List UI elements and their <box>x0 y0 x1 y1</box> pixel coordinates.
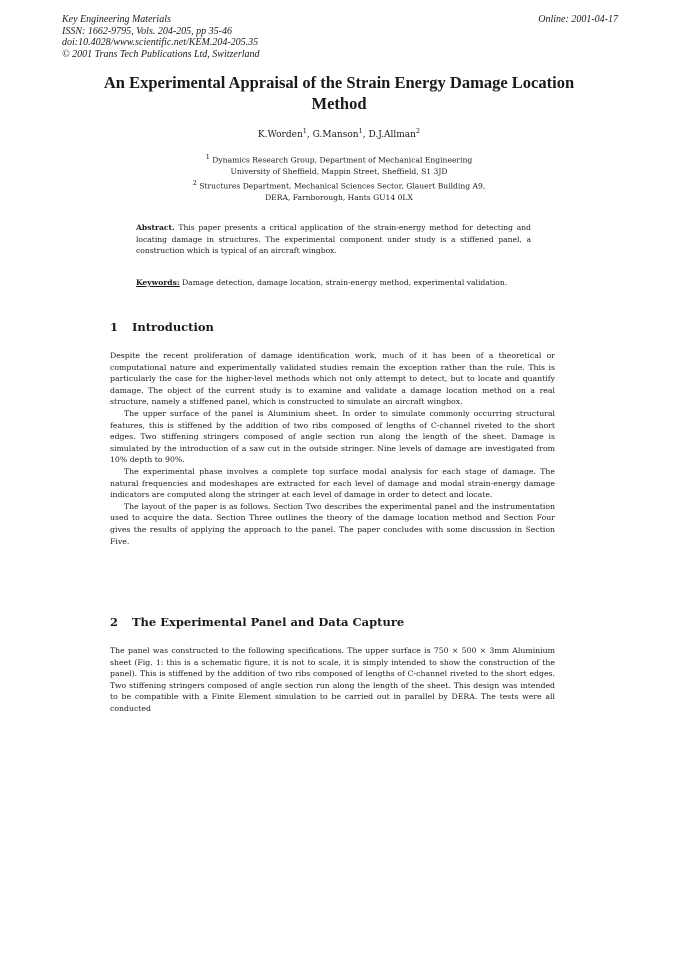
section-heading-experimental-panel <box>110 615 404 629</box>
paragraph: The panel was constructed to the following specifications. The upper surface is 750 × 500 × 3mm Aluminium sheet (Fig. 1: this is a schematic figure, it is not to scale, it is simply intended to show the construction of the panel). This is stiffened by the addition of two ribs composed of lengths of C-channel riveted to the short edges. Two stiffening stringers composed of angle section run along the length of the sheet. This design was intended to be compatible with a Finite Element simulation to be carried out in parallel by DERA. The tests were all conducted <box>110 646 555 713</box>
journal-header <box>62 14 618 60</box>
section-body-introduction <box>110 350 555 547</box>
author-list: K.Worden$^1$, G.Manson$^1$, D.J.Allman$^2$ <box>257 127 421 140</box>
author-name: D.J.Allman <box>368 130 416 140</box>
paragraph: The upper surface of the panel is Aluminium sheet. In order to simulate commonly occurring structural features, this is stiffened by the addition of two ribs composed of lengths of C-channel riveted to the short edges. Two stiffening stringers composed of angle section run along the length of the sheet. Damage is simulated by the introduction of a saw cut in the outside stringer. Nine levels of damage are investigated from 10% depth to 90%. <box>110 408 555 465</box>
author-affiliation-mark: 2 <box>415 127 421 135</box>
keywords-label: Keywords: <box>136 278 180 287</box>
affiliation-mark: 2 <box>192 178 197 187</box>
author-affiliation-mark: 1 <box>358 127 363 135</box>
abstract-label: Abstract. <box>136 223 175 232</box>
paragraph: Despite the recent proliferation of damage identification work, much of it has been of a theoretical or computational nature and experimentally validated studies remain the exception rather than the rule. This is particularly the case for the higher-level methods which not only attempt to detect, but to locate and quantify damage. The object of the current study is to examine and validate a damage location method on a real structure, namely a stiffened panel, which is constructed to simulate an aircraft wingbox. <box>110 351 555 407</box>
section-body-experimental-panel <box>110 645 555 715</box>
author-name: G.Manson <box>312 130 359 140</box>
paper-title: An Experimental Appraisal of the Strain Energy Damage Location Method <box>103 73 575 113</box>
abstract <box>136 222 531 257</box>
affiliation <box>0 152 678 178</box>
affiliations <box>0 152 678 203</box>
online-date: Online: 2001-04-17 <box>538 14 618 25</box>
section-heading-introduction <box>110 320 214 334</box>
affiliation-mark: 1 <box>205 153 210 161</box>
author-name: K.Worden <box>257 130 303 140</box>
paragraph: The layout of the paper is as follows. Section Two describes the experimental panel and the instrumentation used to acquire the data. Section Three outlines the theory of the damage location method and Section Four gives the results of applying the approach to the panel. The paper concludes with some discussion in Section Five. <box>110 501 555 546</box>
journal-name: Key Engineering Materials <box>62 14 171 25</box>
section-title: Introduction <box>132 320 214 334</box>
affiliation-line: University of Sheffield, Mappin Street, Sheffield, S1 3JD <box>230 167 448 177</box>
issn-line: ISSN: 1662-9795, Vols. 204-205, pp 35-46 <box>62 25 232 37</box>
copyright-line: © 2001 Trans Tech Publications Ltd, Switzerland <box>62 48 260 60</box>
affiliation-line: DERA, Farnborough, Hants GU14 0LX <box>265 192 413 202</box>
abstract-text: This paper presents a critical application of the strain-energy method for detecting and locating damage in structures. The experimental component under study is a stiffened panel, a construction which is typical of an aircraft wingbox. <box>136 223 531 256</box>
section-number: 1 <box>110 320 119 334</box>
paragraph: The experimental phase involves a complete top surface modal analysis for each stage of damage. The natural frequencies and modeshapes are extracted for each level of damage and modal strain-energy damage indicators are computed along the stringer at each level of damage in order to detect and locate. <box>110 466 555 500</box>
section-number: 2 <box>110 615 119 629</box>
affiliation <box>0 178 678 204</box>
affiliation-line: Structures Department, Mechanical Sciences Sector, Glauert Building A9, <box>199 181 486 191</box>
affiliation-line: Dynamics Research Group, Department of Mechanical Engineering <box>212 155 473 165</box>
keywords-text: Damage detection, damage location, strain-energy method, experimental validation. <box>182 278 508 287</box>
keywords <box>136 277 531 289</box>
section-title: The Experimental Panel and Data Capture <box>132 615 405 629</box>
author-affiliation-mark: 1 <box>302 127 307 135</box>
doi-line[interactable]: doi:10.4028/www.scientific.net/KEM.204-205.35 <box>62 37 259 48</box>
